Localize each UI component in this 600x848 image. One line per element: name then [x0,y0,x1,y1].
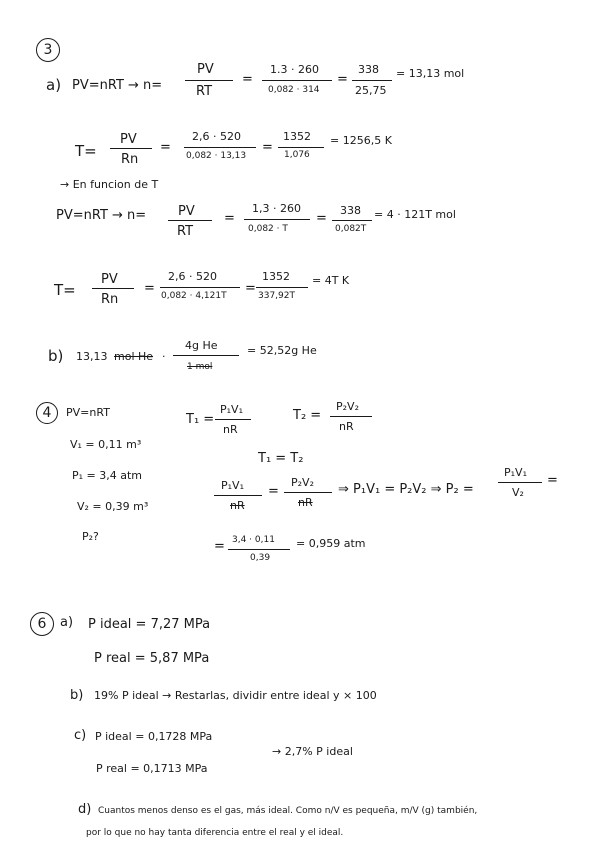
p3-eq1-num: PV [197,62,214,77]
p3-eq1-frac-bar [185,80,233,81]
problem-3-number: 3 [43,42,53,58]
p4-t2-frac-bar [330,416,372,417]
p4-f1-den: nR [230,499,245,512]
p4-chain: ⇒ P₁V₁ = P₂V₂ ⇒ P₂ = [338,482,474,497]
p3-eq4-frac-bar2 [160,287,240,288]
p3-eq1-eq2: = [337,72,348,87]
p4-f-eq: = [268,484,279,499]
p4-given-1: PV=nRT [66,406,110,419]
p3-eq1-frac-bar2 [262,80,332,81]
p4-t1-lhs: T₁ = [186,412,215,427]
p3-eq2-lhs: T= [75,142,97,160]
p4-result-frac-bar [228,549,290,550]
p4-t2-den: nR [339,420,354,433]
p3-a-label: a) [46,76,62,94]
p4-f3-num: P₁V₁ [504,466,527,479]
p3-eq3-num3: 338 [340,204,361,217]
p3-b-strike: mol He [114,350,154,363]
p4-f2-den: nR [298,496,313,509]
p6-d-line-1: Cuantos menos denso es el gas, más ideal. Como n/V es pequeña, m/V (g) también, [98,806,478,816]
p3-eq1-den2: 0,082 · 314 [268,85,320,95]
p3-b-lhs: 13,13 [76,350,108,363]
p6-b-text: 19% P ideal → Restarlas, dividir entre ideal y × 100 [94,689,377,702]
p3-eq4-lhs: T= [54,281,76,299]
p3-eq2-num2: 2,6 · 520 [192,130,241,143]
p4-f3-frac-bar [498,482,542,483]
p3-eq4-eq2: = [245,281,256,296]
p3-eq2-result: = 1256,5 K [330,134,392,147]
p6-a-ideal: P ideal = 7,27 MPa [88,617,211,632]
p3-b-num: 4g He [185,339,218,352]
p6-c-note: → 2,7% P ideal [272,745,353,758]
p4-t-equality: T₁ = T₂ [258,451,304,466]
p3-eq3-num2: 1,3 · 260 [252,202,301,215]
p3-eq4-den3: 337,92T [258,291,295,301]
p3-eq2-den3: 1,076 [284,150,310,160]
p3-eq3-den2: 0,082 · T [248,224,288,234]
p3-eq1-num3: 338 [358,63,379,76]
p3-eq3-eq2: = [316,211,327,226]
p4-given-2: V₁ = 0,11 m³ [70,438,142,451]
p3-eq3-frac-bar2 [244,219,310,220]
p4-f2-frac-bar [284,492,332,493]
p3-eq2-frac-bar3 [278,147,324,148]
p4-f1-num: P₁V₁ [221,479,244,492]
p4-f2-num: P₂V₂ [291,476,314,489]
p6-a-real: P real = 5,87 MPa [94,651,210,666]
p4-given-5: P₂? [82,530,99,543]
p3-b-frac-bar [173,355,239,356]
p3-b-den: 1 mol [187,362,213,372]
p4-f3-den: V₂ [512,486,524,499]
p3-eq4-eq1: = [144,281,155,296]
p3-b-result: = 52,52g He [247,344,317,357]
p4-result-num: 3,4 · 0,11 [232,535,275,545]
p3-eq3-frac-bar [168,220,212,221]
problem-4-number-circle [36,402,58,424]
p3-eq4-frac-bar [92,288,134,289]
p3-eq3-frac-bar3 [332,220,372,221]
p4-result-den: 0,39 [250,553,271,563]
p3-eq3-eq1: = [224,211,235,226]
p3-eq2-num3: 1352 [283,130,311,143]
p6-a-label: a) [60,615,74,630]
p3-eq4-num: PV [101,272,118,287]
p3-b-dot: · [162,350,166,363]
p3-eq3-result: = 4 · 121T mol [374,208,456,221]
p3-eq3-num: PV [178,204,195,219]
p3-eq4-result: = 4T K [312,274,350,287]
p6-d-line-2: por lo que no hay tanta diferencia entre el real y el ideal. [86,828,344,838]
p3-eq1-frac-bar3 [352,80,392,81]
p3-eq4-den2: 0,082 · 4,121T [161,291,227,301]
p3-eq2-eq1: = [160,140,171,155]
p3-eq4-frac-bar3 [256,287,308,288]
problem-4-number: 4 [42,405,52,421]
p4-result-value: = 0,959 atm [296,537,366,550]
problem-6-number-circle [30,612,54,636]
p3-eq2-eq2: = [262,140,273,155]
p3-b-label: b) [48,347,64,365]
p4-f3-eq: = [547,473,558,488]
p6-d-label: d) [78,802,92,817]
p6-c-label: c) [74,728,87,743]
p4-result-eq: = [214,539,225,554]
p3-eq4-num3: 1352 [262,270,290,283]
p3-eq2-den: Rn [121,152,139,167]
p3-eq4-num2: 2,6 · 520 [168,270,217,283]
p3-eq1-eq1: = [242,72,253,87]
p4-given-3: P₁ = 3,4 atm [72,469,143,482]
p4-t1-frac-bar [215,419,251,420]
p3-eq1-num2: 1.3 · 260 [270,63,319,76]
p3-eq2-den2: 0,082 · 13,13 [186,151,247,161]
p3-function-note: → En funcion de T [60,178,159,191]
p3-eq2-frac-bar [110,148,152,149]
problem-6-number: 6 [37,616,47,632]
p4-t2-num: P₂V₂ [336,400,359,413]
p4-given-4: V₂ = 0,39 m³ [77,500,149,513]
problem-3-number-circle [36,38,60,62]
p4-f1-frac-bar [214,495,262,496]
p6-c-real: P real = 0,1713 MPa [96,762,208,775]
p3-eq1-result: = 13,13 mol [396,67,465,80]
p6-b-label: b) [70,688,84,703]
p4-t1-den: nR [223,423,238,436]
p3-eq1-den3: 25,75 [355,84,387,97]
p3-eq1-lhs: PV=nRT → n= [72,78,163,93]
p3-eq2-num: PV [120,132,137,147]
p6-c-ideal: P ideal = 0,1728 MPa [95,730,213,743]
p3-eq1-den: RT [196,84,213,99]
p3-eq2-frac-bar2 [184,147,256,148]
p4-t2-lhs: T₂ = [293,408,322,423]
p4-t1-num: P₁V₁ [220,403,243,416]
p3-eq3-den3: 0,082T [335,224,367,234]
p3-eq4-den: Rn [101,292,119,307]
p3-eq3-lhs: PV=nRT → n= [56,208,147,223]
p3-eq3-den: RT [177,224,194,239]
